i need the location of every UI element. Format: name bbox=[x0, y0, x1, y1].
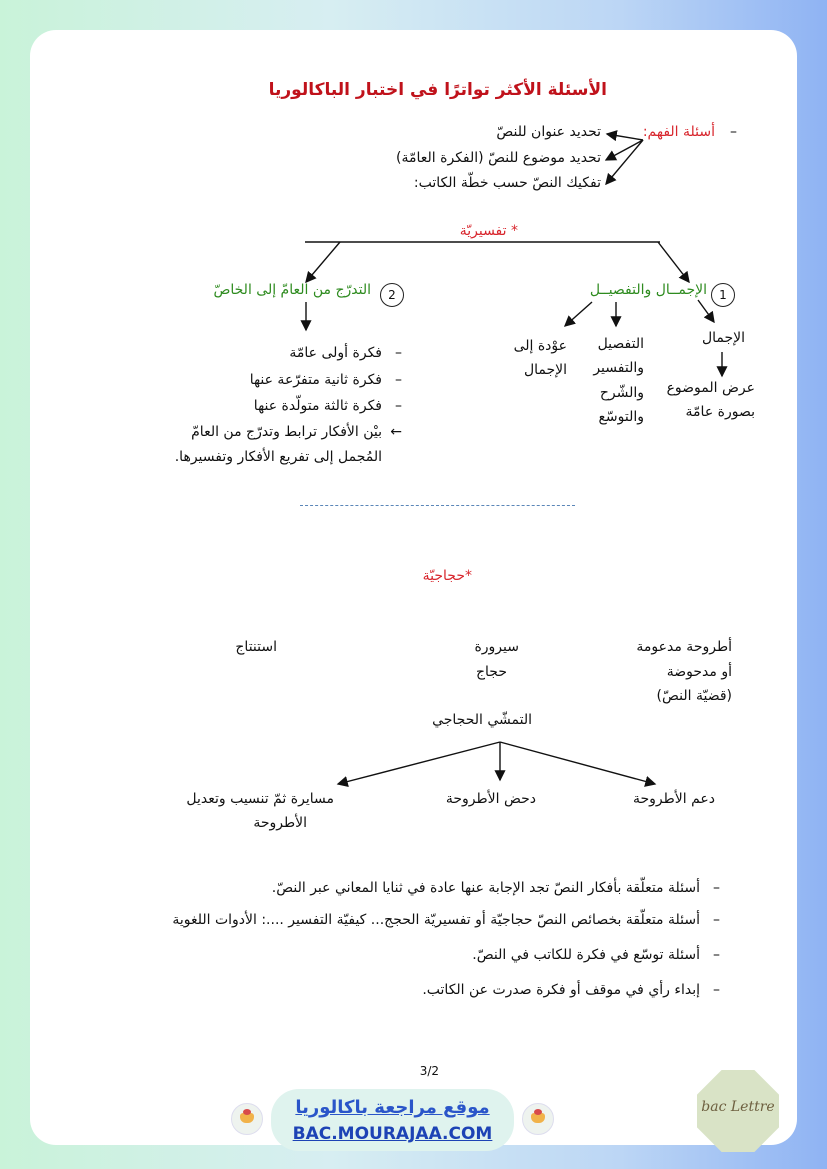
argument-flow: التمشّي الحجاجي bbox=[432, 712, 532, 728]
thesis-3: (قضيّة النصّ) bbox=[656, 688, 732, 704]
process-2: حجاج bbox=[476, 664, 507, 680]
concede-1: مسايرة ثمّ تنسيب وتعديل bbox=[186, 791, 334, 807]
branch1-number: 1 bbox=[711, 283, 735, 307]
q-dash-3: – bbox=[713, 947, 720, 963]
branch1-title: الإجمــال والتفصيــل bbox=[589, 282, 707, 298]
b2-item-1: فكرة أولى عامّة bbox=[289, 345, 382, 361]
q-dash-2: – bbox=[713, 912, 720, 928]
b2-dash-2: – bbox=[395, 372, 402, 388]
bac-lettre-logo-text: bac Lettre bbox=[701, 1099, 775, 1115]
understanding-label: أسئلة الفهم: bbox=[642, 124, 715, 140]
q-item-1: أسئلة متعلّقة بأفكار النصّ تجد الإجابة عنها عادة في ثنايا المعاني عبر النصّ. bbox=[271, 880, 700, 896]
process-1: سيرورة bbox=[474, 639, 519, 655]
branch2-title: التدرّج من العامّ إلى الخاصّ bbox=[213, 282, 371, 298]
ijmal-label: الإجمال bbox=[701, 330, 745, 346]
tafsil-2: والتفسير bbox=[593, 360, 644, 376]
thesis-2: أو مدحوضة bbox=[666, 664, 732, 680]
q-item-4: إبداء رأي في موقف أو فكرة صدرت عن الكاتب. bbox=[422, 982, 700, 998]
refute-thesis: دحض الأطروحة bbox=[445, 791, 536, 807]
tafsil-1: التفصيل bbox=[597, 336, 644, 352]
page-title: الأسئلة الأكثر تواترًا في اختبار الباكالوريا bbox=[268, 80, 607, 100]
tafsil-4: والتوسّع bbox=[598, 409, 644, 425]
page-number: 3/2 bbox=[419, 1064, 439, 1078]
b2-note-2: المُجمل إلى تفريع الأفكار وتفسيرها. bbox=[174, 449, 382, 465]
branch2-number: 2 bbox=[380, 283, 404, 307]
b2-dash-3: – bbox=[395, 398, 402, 414]
ijmal-desc-1: عرض الموضوع bbox=[666, 380, 755, 396]
understanding-item-3: تفكيك النصّ حسب خطّة الكاتب: bbox=[413, 175, 601, 191]
return-1: عوْدة إلى bbox=[513, 338, 567, 354]
footer-site-name[interactable]: موقع مراجعة باكالوريا bbox=[295, 1097, 490, 1118]
b2-item-2: فكرة ثانية متفرّعة عنها bbox=[249, 372, 382, 388]
b2-note-1: بيْن الأفكار ترابط وتدرّج من العامّ bbox=[191, 424, 382, 440]
understanding-item-1: تحديد عنوان للنصّ bbox=[496, 124, 601, 140]
explanatory-heading: * تفسيريّة bbox=[459, 223, 518, 239]
b2-item-3: فكرة ثالثة متولّدة عنها bbox=[253, 398, 382, 414]
b2-dash-1: – bbox=[395, 345, 402, 361]
argumentative-heading: *حجاجيّة bbox=[422, 568, 472, 584]
concede-2: الأطروحة bbox=[253, 815, 307, 831]
conclusion: استنتاج bbox=[235, 639, 277, 655]
q-item-2: أسئلة متعلّقة بخصائص النصّ حجاجيّة أو تفسيريّة الحجج... كيفيّة التفسير ....: الأدوات اللغوية bbox=[172, 912, 700, 928]
tafsil-3: والشّرح bbox=[599, 385, 644, 401]
understanding-item-2: تحديد موضوع للنصّ (الفكرة العامّة) bbox=[396, 150, 601, 166]
site-logo-icon bbox=[522, 1103, 554, 1135]
b2-arrow: ← bbox=[390, 424, 402, 440]
q-dash-1: – bbox=[713, 880, 720, 896]
understanding-dash: – bbox=[730, 124, 737, 140]
ijmal-desc-2: بصورة عامّة bbox=[685, 404, 755, 420]
site-logo-icon bbox=[231, 1103, 263, 1135]
return-2: الإجمال bbox=[523, 362, 567, 378]
footer-url-link[interactable]: BAC.MOURAJAA.COM bbox=[292, 1124, 493, 1144]
section-divider bbox=[300, 505, 575, 506]
q-item-3: أسئلة توسّع في فكرة للكاتب في النصّ. bbox=[472, 947, 700, 963]
thesis-1: أطروحة مدعومة bbox=[636, 639, 732, 655]
support-thesis: دعم الأطروحة bbox=[632, 791, 715, 807]
q-dash-4: – bbox=[713, 982, 720, 998]
